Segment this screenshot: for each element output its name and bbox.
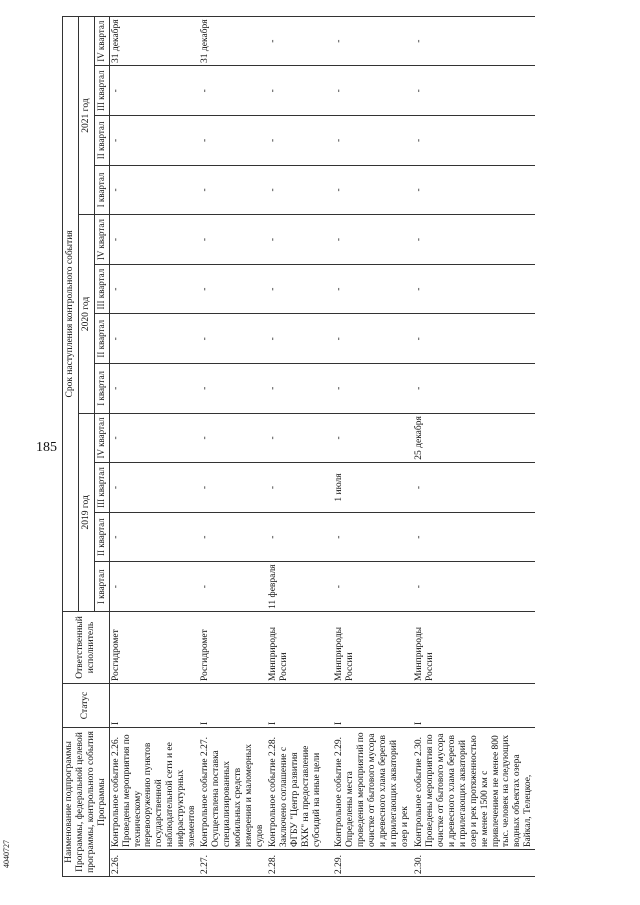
term-cell: 31 декабря — [199, 16, 267, 66]
executor-name: Росгидромет — [199, 612, 267, 684]
header-quarter: III квартал — [94, 66, 109, 116]
term-cell: - — [413, 116, 535, 166]
term-cell: - — [333, 66, 413, 116]
term-cell: - — [199, 364, 267, 414]
term-cell: - — [413, 562, 535, 612]
term-cell: - — [413, 364, 535, 414]
term-cell: - — [199, 116, 267, 166]
term-cell: - — [267, 364, 333, 414]
row-number: 2.27. — [199, 850, 267, 877]
status-value: I — [109, 684, 199, 728]
term-cell: - — [333, 413, 413, 463]
term-cell: - — [333, 314, 413, 364]
term-cell: - — [413, 16, 535, 66]
executor-name: Минприроды России — [333, 612, 413, 684]
term-cell: - — [199, 413, 267, 463]
term-cell: - — [413, 264, 535, 314]
term-cell: - — [333, 512, 413, 562]
executor-name: Минприроды России — [267, 612, 333, 684]
document-id: 4040727 — [2, 840, 11, 868]
control-events-table — [62, 16, 535, 877]
term-cell: - — [199, 215, 267, 265]
term-cell: 1 июля — [333, 463, 413, 513]
header-executor: Ответственный исполнитель — [63, 612, 110, 684]
term-cell: - — [109, 364, 199, 414]
table-row — [267, 16, 333, 876]
event-name: Контрольное событие 2.27. Осуществлена поставка специализированных мобильных средств измерения и маломерных судов — [199, 728, 267, 850]
header-term: Срок наступления контрольного события — [63, 16, 79, 611]
header-quarter: II квартал — [94, 314, 109, 364]
term-cell: - — [333, 264, 413, 314]
term-cell: - — [413, 512, 535, 562]
term-cell: - — [267, 512, 333, 562]
term-cell: - — [267, 215, 333, 265]
term-cell: - — [267, 314, 333, 364]
header-status: Статус — [63, 684, 110, 728]
table-row — [109, 16, 199, 876]
term-cell: - — [199, 314, 267, 364]
header-quarter: II квартал — [94, 116, 109, 166]
term-cell: - — [109, 66, 199, 116]
header-year-2019: 2019 год — [78, 413, 94, 611]
term-cell: - — [267, 463, 333, 513]
row-number: 2.28. — [267, 850, 333, 877]
rotated-table-container — [62, 17, 617, 877]
term-cell: - — [109, 562, 199, 612]
term-cell: - — [413, 463, 535, 513]
page-number: 185 — [36, 440, 57, 455]
term-cell: - — [267, 264, 333, 314]
term-cell: - — [109, 165, 199, 215]
term-cell: - — [413, 165, 535, 215]
term-cell: - — [109, 116, 199, 166]
table-row — [333, 16, 413, 876]
term-cell: - — [199, 66, 267, 116]
header-quarter: I квартал — [94, 165, 109, 215]
term-cell: - — [199, 165, 267, 215]
header-quarter: III квартал — [94, 463, 109, 513]
header-quarter: IV квартал — [94, 16, 109, 66]
term-cell: 11 февраля — [267, 562, 333, 612]
term-cell: - — [333, 165, 413, 215]
term-cell: - — [413, 215, 535, 265]
term-cell: - — [109, 264, 199, 314]
header-quarter: IV квартал — [94, 215, 109, 265]
term-cell: - — [109, 215, 199, 265]
term-cell: - — [199, 512, 267, 562]
term-cell: - — [333, 215, 413, 265]
table-row — [413, 16, 535, 876]
event-name: Контрольное событие 2.30. Проведены мероприятия по очистке от бытового мусора и древесного хлама берегов и прилегающих акваторий озер и рек протяженностью не менее 1500 км с привлечением не менее 800 тыс. человек на следующих водных объектах озера Байкал, Телецкое, — [413, 728, 535, 850]
term-cell: - — [267, 165, 333, 215]
header-quarter: I квартал — [94, 364, 109, 414]
term-cell: 25 декабря — [413, 413, 535, 463]
header-year-2020: 2020 год — [78, 215, 94, 413]
term-cell: - — [109, 512, 199, 562]
header-quarter: II квартал — [94, 512, 109, 562]
term-cell: - — [199, 562, 267, 612]
status-value: I — [413, 684, 535, 728]
header-quarter: III квартал — [94, 264, 109, 314]
header-quarter: I квартал — [94, 562, 109, 612]
event-name: Контрольное событие 2.26. Проведены мероприятия по техническому перевооружению пунктов государственной наблюдательной сети и ее инфраструктурных элементов — [109, 728, 199, 850]
row-number: 2.29. — [333, 850, 413, 877]
term-cell: - — [333, 364, 413, 414]
header-name: Наименование подпрограммы Программы, федеральной целевой программы, контрольного события Программы — [63, 728, 110, 877]
header-year-2021: 2021 год — [78, 16, 94, 214]
term-cell: - — [267, 16, 333, 66]
term-cell: - — [199, 264, 267, 314]
status-value: I — [333, 684, 413, 728]
executor-name: Росгидромет — [109, 612, 199, 684]
executor-name: Минприроды России — [413, 612, 535, 684]
term-cell: - — [267, 116, 333, 166]
term-cell: - — [109, 314, 199, 364]
term-cell: - — [333, 116, 413, 166]
status-value: I — [267, 684, 333, 728]
term-cell: - — [413, 314, 535, 364]
row-number: 2.30. — [413, 850, 535, 877]
term-cell: - — [267, 66, 333, 116]
term-cell: - — [267, 413, 333, 463]
term-cell: 31 декабря — [109, 16, 199, 66]
event-name: Контрольное событие 2.29. Определены места проведения мероприятий по очистке от бытового мусора и древесного хлама берегов и прилегающих акваторий озер и рек — [333, 728, 413, 850]
term-cell: - — [333, 16, 413, 66]
term-cell: - — [109, 413, 199, 463]
term-cell: - — [199, 463, 267, 513]
row-number: 2.26. — [109, 850, 199, 877]
status-value: I — [199, 684, 267, 728]
table-row — [199, 16, 267, 876]
term-cell: - — [333, 562, 413, 612]
term-cell: - — [109, 463, 199, 513]
header-quarter: IV квартал — [94, 413, 109, 463]
event-name: Контрольное событие 2.28. Заключено соглашение с ФГБУ "Центр развития ВХК" на предоставление субсидий на иные цели — [267, 728, 333, 850]
term-cell: - — [413, 66, 535, 116]
